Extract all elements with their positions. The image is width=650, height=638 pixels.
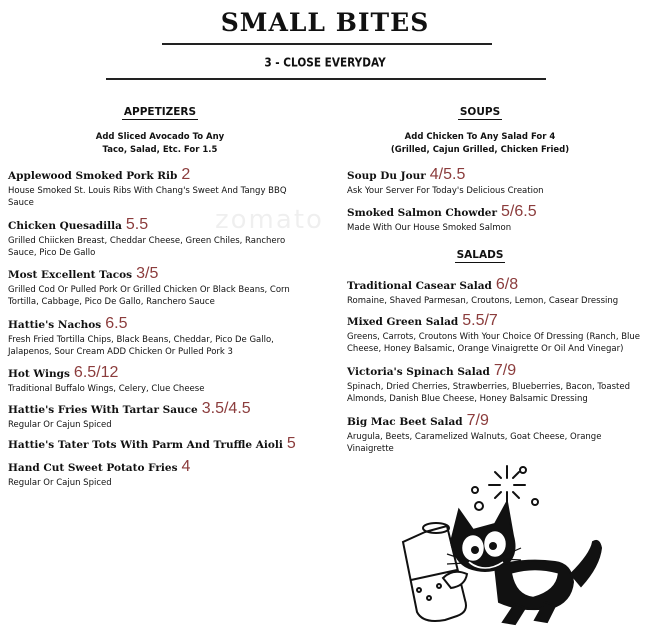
appetizers-heading (90, 106, 230, 120)
hours-subtitle: 3 - CLOSE EVERYDAY (264, 56, 386, 70)
item-description (347, 185, 647, 197)
item-description (347, 295, 647, 307)
salads-heading-text: SALADS (456, 249, 504, 261)
appetizers-note-line1: Add Sliced Avocado To Any (95, 132, 225, 142)
desc-line: Tortilla, Cabbage, Pico De Gallo, Ranchero Sauce (8, 297, 215, 307)
item-description (8, 235, 328, 259)
item-name: Hattie's Fries With Tartar Sauce (8, 404, 198, 416)
cat-with-glass-illustration (395, 462, 625, 632)
item-name: Mixed Green Salad (347, 316, 459, 328)
menu-item (8, 456, 328, 489)
appetizers-heading-text: APPETIZERS (123, 106, 197, 118)
soups-note (375, 131, 585, 157)
item-name: Big Mac Beet Salad (347, 416, 463, 428)
item-name: Victoria's Spinach Salad (347, 366, 490, 378)
menu-item (347, 274, 647, 307)
desc-line: Made With Our House Smoked Salmon (347, 223, 512, 233)
item-name: Hattie's Tater Tots With Parm And Truffle Aioli (8, 439, 283, 451)
header-divider-bottom (106, 78, 546, 80)
item-price: 5.5/7 (462, 312, 498, 329)
item-price: 7/9 (466, 412, 489, 429)
desc-line: Fresh Fried Tortilla Chips, Black Beans, Cheddar, Pico De Gallo, (8, 335, 274, 345)
item-price: 6/8 (495, 276, 519, 293)
desc-line: Grilled Chiicken Breast, Cheddar Cheese, Green Chiles, Ranchero (8, 236, 286, 246)
appetizers-note-line2: Taco, Salad, Etc. For 1.5 (102, 145, 218, 155)
item-name: Most Excellent Tacos (8, 269, 133, 281)
desc-line: Cheese, Honey Balsamic, Orange Vinaigrette Or Oil And Vinegar) (347, 344, 624, 354)
item-name: Chicken Quesadilla (8, 220, 122, 232)
salads-heading (420, 249, 540, 263)
soups-note-line2: (Grilled, Cajun Grilled, Chicken Fried) (390, 145, 570, 155)
item-price: 3.5/4.5 (201, 400, 251, 417)
desc-line: Regular Or Cajun Spiced (8, 420, 112, 430)
item-price: 6.5 (105, 315, 128, 332)
item-description (8, 383, 328, 395)
item-description (8, 419, 328, 431)
item-price: 6.5/12 (73, 364, 119, 381)
menu-item (8, 398, 328, 431)
menu-item (347, 360, 647, 405)
soups-heading-text: SOUPS (459, 106, 501, 118)
menu-item (347, 410, 647, 455)
item-price: 5/6.5 (501, 203, 537, 220)
item-price: 4/5.5 (429, 166, 466, 183)
item-price: 7/9 (493, 362, 517, 379)
item-name: Hot Wings (8, 368, 70, 380)
item-description (8, 477, 328, 489)
item-price: 2 (181, 166, 191, 183)
menu-item (347, 310, 647, 355)
menu-title: SMALL BITES (220, 8, 430, 37)
menu-item (8, 433, 328, 453)
item-description (8, 334, 328, 358)
item-price: 5 (286, 435, 296, 452)
desc-line: Arugula, Beets, Caramelized Walnuts, Goat Cheese, Orange (347, 432, 602, 442)
desc-line: House Smoked St. Louis Ribs With Chang's Sweet And Tangy BBQ (8, 186, 287, 196)
item-name: Hattie's Nachos (8, 319, 102, 331)
soups-heading (420, 106, 540, 120)
soups-note-line1: Add Chicken To Any Salad For 4 (404, 132, 556, 142)
header-divider-top (162, 43, 492, 45)
item-description (347, 331, 647, 355)
item-description (347, 222, 647, 234)
item-description (8, 284, 328, 308)
item-name: Smoked Salmon Chowder (347, 207, 498, 219)
desc-line: Vinaigrette (347, 444, 394, 454)
item-name: Traditional Casear Salad (347, 280, 492, 292)
item-name: Applewood Smoked Pork Rib (8, 170, 178, 182)
menu-item (8, 214, 328, 259)
desc-line: Sauce (8, 198, 34, 208)
watermark: zomato (215, 205, 324, 235)
appetizers-note (40, 131, 280, 157)
menu-item (8, 362, 328, 395)
desc-line: Jalapenos, Sour Cream ADD Chicken Or Pulled Pork 3 (8, 347, 233, 357)
item-price: 3/5 (136, 265, 159, 282)
item-description (347, 381, 647, 405)
menu-item (347, 164, 647, 197)
desc-line: Spinach, Dried Cherries, Strawberries, Blueberries, Bacon, Toasted (347, 382, 630, 392)
desc-line: Romaine, Shaved Parmesan, Croutons, Lemon, Casear Dressing (347, 296, 619, 306)
menu-item (8, 164, 328, 209)
menu-item (8, 263, 328, 308)
item-price: 4 (181, 458, 191, 475)
desc-line: Greens, Carrots, Croutons With Your Choice Of Dressing (Ranch, Blue (347, 332, 641, 342)
item-description (347, 431, 647, 455)
desc-line: Traditional Buffalo Wings, Celery, Clue Cheese (8, 384, 205, 394)
desc-line: Grilled Cod Or Pulled Pork Or Grilled Chicken Or Black Beans, Corn (8, 285, 290, 295)
item-name: Hand Cut Sweet Potato Fries (8, 462, 178, 474)
desc-line: Almonds, Danish Blue Cheese, Honey Balsamic Dressing (347, 394, 588, 404)
desc-line: Sauce, Pico De Gallo (8, 248, 96, 258)
desc-line: Ask Your Server For Today's Delicious Creation (347, 186, 544, 196)
menu-item (8, 313, 328, 358)
item-name: Soup Du Jour (347, 170, 426, 182)
menu-item (347, 201, 647, 234)
item-description (8, 185, 328, 209)
item-price: 5.5 (125, 216, 149, 233)
desc-line: Regular Or Cajun Spiced (8, 478, 112, 488)
